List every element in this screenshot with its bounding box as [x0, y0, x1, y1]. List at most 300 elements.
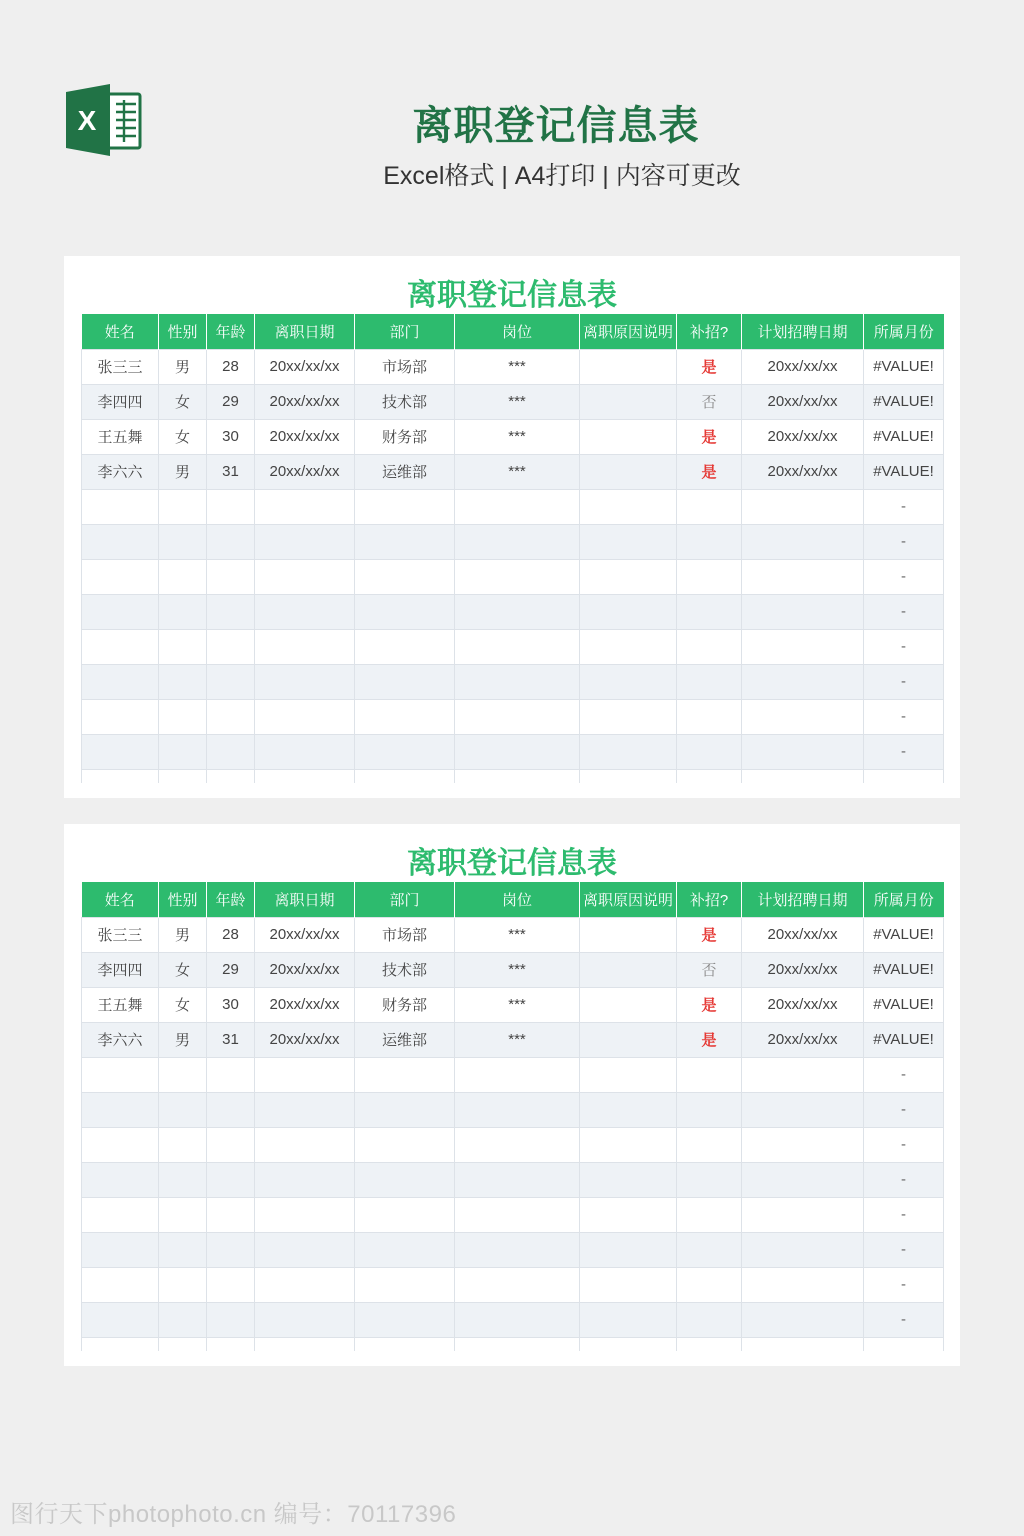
table-cell[interactable] [355, 734, 455, 769]
table-row [82, 419, 944, 454]
column-header: 性别 [159, 882, 207, 917]
table-row [82, 454, 944, 489]
table-cell[interactable]: - [864, 594, 944, 629]
table-cell[interactable] [207, 594, 255, 629]
table-cell[interactable] [207, 524, 255, 559]
table-cell[interactable] [82, 1127, 159, 1162]
table-cell[interactable]: #VALUE! [864, 1022, 944, 1057]
table-cell-stub [677, 769, 742, 783]
table-cell-stub [580, 769, 677, 783]
table-cell[interactable] [742, 489, 864, 524]
table-cell[interactable] [355, 594, 455, 629]
table-cell[interactable] [455, 489, 580, 524]
table-cell[interactable] [82, 1232, 159, 1267]
table-cell[interactable] [255, 1197, 355, 1232]
table-cell[interactable] [207, 1127, 255, 1162]
table-cell[interactable] [159, 559, 207, 594]
table-cell[interactable] [455, 524, 580, 559]
table-cell[interactable] [677, 489, 742, 524]
table-cell[interactable] [742, 1162, 864, 1197]
table-cell[interactable] [355, 1302, 455, 1337]
table-cell[interactable]: 20xx/xx/xx [255, 384, 355, 419]
page-subtitle: Excel格式 | A4打印 | 内容可更改 [383, 162, 741, 190]
column-header: 部门 [355, 882, 455, 917]
table-cell[interactable] [255, 1162, 355, 1197]
table-cell[interactable]: 20xx/xx/xx [742, 952, 864, 987]
table-cell[interactable] [677, 1092, 742, 1127]
table-cell[interactable] [82, 489, 159, 524]
table-cell[interactable] [580, 1127, 677, 1162]
table-cell[interactable]: - [864, 559, 944, 594]
table-cell[interactable]: 男 [159, 454, 207, 489]
table-cell[interactable] [742, 664, 864, 699]
table-cell-stub [455, 769, 580, 783]
table-cell[interactable] [580, 664, 677, 699]
table-cell[interactable]: 28 [207, 349, 255, 384]
table-row [82, 559, 944, 594]
table-cell[interactable]: 是 [677, 454, 742, 489]
table-cell[interactable] [159, 1057, 207, 1092]
table-cell[interactable]: 男 [159, 917, 207, 952]
table-cell[interactable] [82, 1197, 159, 1232]
column-header: 离职日期 [255, 314, 355, 349]
table-cell[interactable]: 女 [159, 419, 207, 454]
table-row [82, 524, 944, 559]
table-cell[interactable] [455, 594, 580, 629]
table-cell[interactable]: 张三三 [82, 917, 159, 952]
column-header: 离职原因说明 [580, 882, 677, 917]
table-cell[interactable] [580, 419, 677, 454]
table-cell[interactable] [255, 1232, 355, 1267]
table-cell[interactable]: - [864, 629, 944, 664]
table-cell[interactable] [455, 1127, 580, 1162]
table-cell[interactable] [580, 629, 677, 664]
table-cell[interactable] [580, 524, 677, 559]
table-cell[interactable] [159, 1197, 207, 1232]
table-cell[interactable] [677, 699, 742, 734]
table-cell[interactable] [580, 917, 677, 952]
table-cell[interactable] [82, 1267, 159, 1302]
table-cell[interactable] [82, 594, 159, 629]
table-cell[interactable]: 20xx/xx/xx [742, 419, 864, 454]
table-cell[interactable] [355, 1127, 455, 1162]
table-cell[interactable] [677, 1057, 742, 1092]
watermark: 图行天下photophoto.cn 编号：70117396 [10, 1501, 457, 1528]
table-cell[interactable]: 王五舞 [82, 987, 159, 1022]
table-cell[interactable] [159, 699, 207, 734]
table-cell-stub [677, 1337, 742, 1351]
table-cell[interactable]: #VALUE! [864, 952, 944, 987]
table-cell[interactable] [742, 1232, 864, 1267]
table-cell[interactable]: - [864, 1267, 944, 1302]
table-cell[interactable] [355, 1232, 455, 1267]
table-cell[interactable] [255, 629, 355, 664]
table-header-row [82, 882, 944, 917]
table-cell[interactable] [255, 734, 355, 769]
table-cell[interactable] [82, 699, 159, 734]
table-cell[interactable] [159, 664, 207, 699]
table-cell[interactable] [580, 1267, 677, 1302]
table-cell[interactable]: 29 [207, 384, 255, 419]
table-cell[interactable] [677, 1267, 742, 1302]
table-cell-stub [159, 1337, 207, 1351]
table-cell[interactable]: 31 [207, 1022, 255, 1057]
table-cell[interactable] [677, 559, 742, 594]
table-row [82, 917, 944, 952]
table-cell[interactable] [255, 524, 355, 559]
table-cell[interactable]: 20xx/xx/xx [742, 454, 864, 489]
table-cell[interactable] [677, 734, 742, 769]
table-cell[interactable]: 张三三 [82, 349, 159, 384]
table-cell[interactable]: *** [455, 349, 580, 384]
table-cell[interactable] [207, 1302, 255, 1337]
table-cell[interactable] [207, 559, 255, 594]
table-cell[interactable]: 李六六 [82, 1022, 159, 1057]
table-cell[interactable] [742, 594, 864, 629]
table-cell[interactable] [455, 1232, 580, 1267]
table-cell[interactable]: 李四四 [82, 384, 159, 419]
table-cell[interactable]: 28 [207, 917, 255, 952]
table-cell[interactable] [677, 1232, 742, 1267]
table-cell[interactable] [455, 664, 580, 699]
page-title: 离职登记信息表 [412, 104, 700, 148]
table-cell[interactable]: - [864, 524, 944, 559]
table-cell[interactable] [207, 489, 255, 524]
table-row [82, 1127, 944, 1162]
table-cell[interactable] [82, 1162, 159, 1197]
table-cell[interactable]: 是 [677, 917, 742, 952]
table-cell[interactable]: - [864, 1232, 944, 1267]
table-cell[interactable] [455, 1197, 580, 1232]
sheet-title: 离职登记信息表 [407, 847, 617, 880]
table-cell-stub [355, 769, 455, 783]
table-cell[interactable] [455, 699, 580, 734]
table-cell[interactable]: #VALUE! [864, 987, 944, 1022]
table-cell[interactable]: *** [455, 1022, 580, 1057]
table-cell[interactable] [355, 1162, 455, 1197]
table-cell[interactable]: 20xx/xx/xx [255, 419, 355, 454]
table-cell[interactable] [355, 1197, 455, 1232]
table-cell[interactable] [742, 1302, 864, 1337]
table-cell[interactable]: 女 [159, 987, 207, 1022]
table-cell[interactable] [677, 1197, 742, 1232]
table-cell[interactable] [207, 1057, 255, 1092]
table-cell[interactable] [580, 559, 677, 594]
table-cell[interactable] [677, 1162, 742, 1197]
table-cell[interactable] [207, 734, 255, 769]
table-cell[interactable] [207, 1197, 255, 1232]
table-cell[interactable] [255, 1127, 355, 1162]
table-cell[interactable] [82, 629, 159, 664]
table-cell[interactable]: 市场部 [355, 917, 455, 952]
table-cell[interactable] [580, 1232, 677, 1267]
table-cell[interactable]: 20xx/xx/xx [255, 987, 355, 1022]
table-row [82, 664, 944, 699]
table-cell[interactable]: *** [455, 952, 580, 987]
table-cell[interactable] [207, 699, 255, 734]
table-cell[interactable] [159, 489, 207, 524]
table-cell[interactable] [82, 1302, 159, 1337]
table-cell[interactable] [355, 699, 455, 734]
table-cell[interactable]: 20xx/xx/xx [742, 349, 864, 384]
table-cell[interactable] [580, 699, 677, 734]
table-cell[interactable] [207, 629, 255, 664]
table-cell[interactable]: - [864, 1057, 944, 1092]
column-header: 所属月份 [864, 314, 944, 349]
table-cell[interactable] [580, 952, 677, 987]
table-cell[interactable]: 运维部 [355, 454, 455, 489]
table-cell[interactable]: 李六六 [82, 454, 159, 489]
table-cell[interactable]: 20xx/xx/xx [255, 917, 355, 952]
table-cell[interactable]: 男 [159, 349, 207, 384]
table-cell[interactable] [580, 489, 677, 524]
table-cell[interactable] [580, 384, 677, 419]
table-cell[interactable] [580, 734, 677, 769]
table-cell[interactable] [255, 664, 355, 699]
table-cell[interactable]: 20xx/xx/xx [742, 917, 864, 952]
table-cell[interactable] [355, 524, 455, 559]
table-cell-stub [580, 1337, 677, 1351]
table-cell[interactable]: - [864, 734, 944, 769]
table-cell[interactable] [742, 1092, 864, 1127]
table-cell[interactable]: - [864, 1162, 944, 1197]
table-cell[interactable] [207, 1162, 255, 1197]
table-cell[interactable]: *** [455, 419, 580, 454]
table-cell[interactable] [677, 629, 742, 664]
table-cell[interactable] [159, 1092, 207, 1127]
table-row-stub [82, 1337, 944, 1351]
table-cell[interactable]: 20xx/xx/xx [255, 952, 355, 987]
table-row [82, 952, 944, 987]
sheet-title: 离职登记信息表 [407, 279, 617, 312]
table-row [82, 1267, 944, 1302]
table-cell[interactable] [742, 699, 864, 734]
table-cell[interactable]: *** [455, 454, 580, 489]
table-cell[interactable] [677, 664, 742, 699]
table-cell[interactable] [355, 664, 455, 699]
table-cell[interactable] [355, 1057, 455, 1092]
table-row [82, 629, 944, 664]
table-cell[interactable] [159, 1232, 207, 1267]
table-row [82, 987, 944, 1022]
table-cell-stub [207, 1337, 255, 1351]
table-cell[interactable] [159, 1162, 207, 1197]
table-cell[interactable] [455, 629, 580, 664]
table-cell[interactable]: 20xx/xx/xx [255, 454, 355, 489]
table-cell[interactable] [455, 1057, 580, 1092]
table-cell[interactable] [82, 559, 159, 594]
table-cell[interactable] [82, 1092, 159, 1127]
table-cell[interactable]: *** [455, 917, 580, 952]
table-cell[interactable]: 31 [207, 454, 255, 489]
table-cell[interactable]: *** [455, 384, 580, 419]
table-header-row [82, 314, 944, 349]
table-cell[interactable]: #VALUE! [864, 454, 944, 489]
table-cell[interactable]: 20xx/xx/xx [742, 987, 864, 1022]
table-cell[interactable] [159, 1302, 207, 1337]
column-header: 所属月份 [864, 882, 944, 917]
table-cell[interactable]: 女 [159, 952, 207, 987]
table-cell[interactable] [82, 664, 159, 699]
table-cell[interactable]: 财务部 [355, 987, 455, 1022]
table-cell[interactable]: 否 [677, 384, 742, 419]
table-cell[interactable] [82, 734, 159, 769]
table-cell[interactable]: 20xx/xx/xx [742, 1022, 864, 1057]
column-header: 补招? [677, 314, 742, 349]
table-cell[interactable]: 技术部 [355, 384, 455, 419]
table-cell[interactable] [159, 1127, 207, 1162]
table-cell[interactable]: - [864, 664, 944, 699]
table-cell[interactable] [742, 1127, 864, 1162]
table-row-stub [82, 769, 944, 783]
table-cell[interactable] [159, 594, 207, 629]
table-cell[interactable] [82, 524, 159, 559]
table-row [82, 1197, 944, 1232]
table-cell[interactable]: 王五舞 [82, 419, 159, 454]
table-cell[interactable] [455, 1162, 580, 1197]
table-cell[interactable]: - [864, 1127, 944, 1162]
table-cell[interactable]: #VALUE! [864, 349, 944, 384]
table-cell[interactable] [255, 1057, 355, 1092]
table-cell[interactable]: #VALUE! [864, 384, 944, 419]
table-row [82, 1232, 944, 1267]
table-cell-stub [864, 1337, 944, 1351]
column-header: 离职日期 [255, 882, 355, 917]
table-cell[interactable] [580, 594, 677, 629]
table-cell[interactable] [455, 734, 580, 769]
table-cell[interactable] [677, 594, 742, 629]
table-cell[interactable]: 20xx/xx/xx [255, 1022, 355, 1057]
table-cell[interactable]: 女 [159, 384, 207, 419]
table-cell[interactable] [580, 1057, 677, 1092]
table-cell-stub [255, 1337, 355, 1351]
table-cell[interactable] [255, 489, 355, 524]
table-cell[interactable] [255, 594, 355, 629]
table-cell[interactable] [207, 1092, 255, 1127]
column-header: 年龄 [207, 882, 255, 917]
table-cell[interactable]: 是 [677, 1022, 742, 1057]
table-cell[interactable] [255, 559, 355, 594]
table-cell[interactable] [159, 524, 207, 559]
table-cell[interactable] [742, 524, 864, 559]
table-cell[interactable] [355, 559, 455, 594]
resignation-table [81, 882, 944, 1351]
table-cell[interactable] [159, 734, 207, 769]
column-header: 计划招聘日期 [742, 882, 864, 917]
table-cell[interactable]: 30 [207, 987, 255, 1022]
table-row [82, 384, 944, 419]
table-row [82, 1302, 944, 1337]
table-cell[interactable]: 男 [159, 1022, 207, 1057]
table-cell[interactable] [677, 524, 742, 559]
column-header: 部门 [355, 314, 455, 349]
column-header: 岗位 [455, 314, 580, 349]
table-cell[interactable]: - [864, 1302, 944, 1337]
table-cell[interactable]: - [864, 1092, 944, 1127]
table-cell[interactable] [742, 629, 864, 664]
table-cell[interactable] [742, 734, 864, 769]
table-cell[interactable]: 技术部 [355, 952, 455, 987]
table-cell[interactable] [455, 1302, 580, 1337]
table-cell[interactable] [580, 1197, 677, 1232]
table-cell[interactable] [742, 1057, 864, 1092]
table-row [82, 594, 944, 629]
table-cell[interactable]: 李四四 [82, 952, 159, 987]
table-cell[interactable]: - [864, 1197, 944, 1232]
table-cell[interactable] [159, 629, 207, 664]
table-cell-stub [82, 1337, 159, 1351]
table-cell[interactable] [742, 559, 864, 594]
table-cell[interactable]: 30 [207, 419, 255, 454]
table-cell[interactable] [159, 1267, 207, 1302]
resignation-table [81, 314, 944, 783]
table-cell[interactable] [207, 1232, 255, 1267]
table-row [82, 349, 944, 384]
excel-logo-letter: X [77, 105, 97, 136]
table-cell[interactable] [580, 349, 677, 384]
table-cell[interactable]: #VALUE! [864, 917, 944, 952]
table-cell[interactable] [580, 1162, 677, 1197]
table-cell[interactable] [580, 1092, 677, 1127]
table-cell[interactable]: - [864, 699, 944, 734]
table-cell-stub [159, 769, 207, 783]
column-header: 姓名 [82, 882, 159, 917]
table-cell[interactable] [455, 559, 580, 594]
table-cell[interactable]: #VALUE! [864, 419, 944, 454]
table-cell[interactable] [355, 629, 455, 664]
table-cell[interactable] [742, 1197, 864, 1232]
table-cell[interactable] [580, 1022, 677, 1057]
table-row [82, 1057, 944, 1092]
table-cell[interactable]: 市场部 [355, 349, 455, 384]
table-cell[interactable]: 是 [677, 349, 742, 384]
table-cell[interactable] [455, 1267, 580, 1302]
table-cell[interactable] [580, 987, 677, 1022]
table-cell[interactable]: 否 [677, 952, 742, 987]
table-cell-stub [864, 769, 944, 783]
table-cell[interactable]: 是 [677, 987, 742, 1022]
table-cell[interactable]: *** [455, 987, 580, 1022]
table-cell[interactable] [677, 1302, 742, 1337]
table-cell[interactable] [255, 699, 355, 734]
table-cell[interactable] [580, 454, 677, 489]
table-row [82, 1092, 944, 1127]
table-cell[interactable] [207, 664, 255, 699]
table-cell[interactable] [580, 1302, 677, 1337]
table-cell[interactable] [742, 1267, 864, 1302]
table-cell[interactable] [255, 1092, 355, 1127]
table-cell[interactable] [355, 1267, 455, 1302]
table-cell[interactable] [677, 1127, 742, 1162]
table-cell[interactable]: - [864, 489, 944, 524]
table-cell[interactable]: 20xx/xx/xx [742, 384, 864, 419]
table-cell-stub [207, 769, 255, 783]
table-cell[interactable]: 运维部 [355, 1022, 455, 1057]
table-cell[interactable]: 是 [677, 419, 742, 454]
table-cell[interactable] [355, 489, 455, 524]
table-cell[interactable] [355, 1092, 455, 1127]
column-header: 计划招聘日期 [742, 314, 864, 349]
table-cell[interactable] [207, 1267, 255, 1302]
table-cell[interactable]: 29 [207, 952, 255, 987]
table-cell-stub [455, 1337, 580, 1351]
table-cell[interactable]: 财务部 [355, 419, 455, 454]
table-cell[interactable]: 20xx/xx/xx [255, 349, 355, 384]
table-cell[interactable] [255, 1302, 355, 1337]
table-cell[interactable] [255, 1267, 355, 1302]
table-cell[interactable] [82, 1057, 159, 1092]
table-cell[interactable] [455, 1092, 580, 1127]
